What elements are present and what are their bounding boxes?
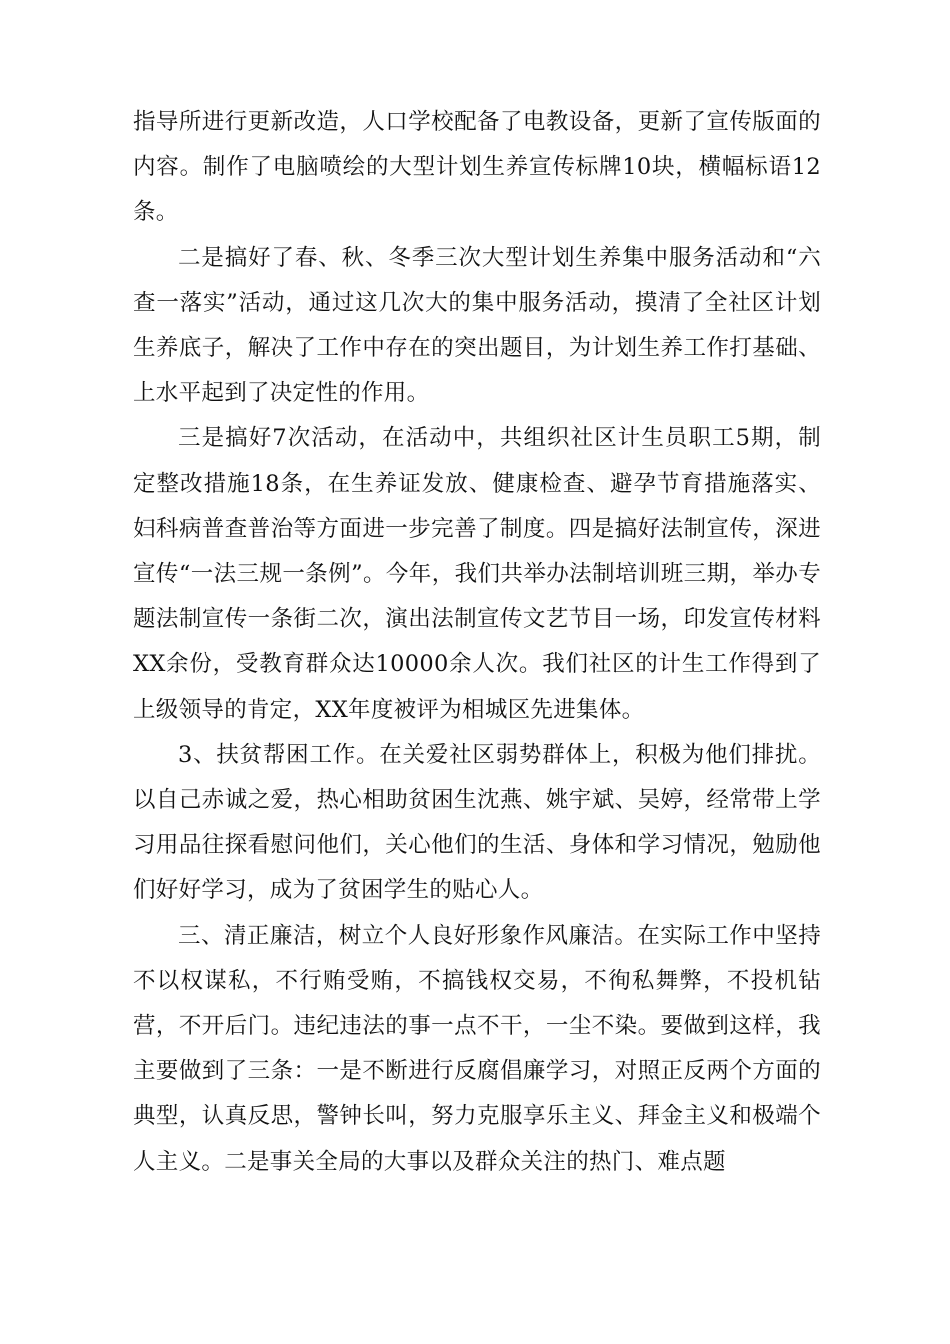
paragraph-1: 指导所进行更新改造，人口学校配备了电教设备，更新了宣传版面的内容。制作了电脑喷绘的大型计划生养宣传标牌10块，横幅标语12条。 <box>133 109 821 226</box>
paragraph-2: 二是搞好了春、秋、冬季三次大型计划生养集中服务活动和“六查一落实”活动，通过这几次大的集中服务活动，摸清了全社区计划生养底子，解决了工作中存在的突出题目，为计划生养工作打基础、上水平起到了决定性的作用。 <box>133 244 821 407</box>
paragraph-4: 3、扶贫帮困工作。在关爱社区弱势群体上，积极为他们排扰。以自己赤诚之爱，热心相助贫困生沈燕、姚宇斌、吴婷，经常带上学习用品往探看慰问他们，关心他们的生活、身体和学习情况，勉励他们好好学习，成为了贫困学生的贴心人。 <box>133 741 821 904</box>
paragraph-3: 三是搞好7次活动，在活动中，共组织社区计生员职工5期，制定整改措施18条，在生养证发放、健康检查、避孕节育措施落实、妇科病普查普治等方面进一步完善了制度。四是搞好法制宣传，深进宣传“一法三规一条例”。今年，我们共举办法制培训班三期，举办专题法制宣传一条街二次，演出法制宣传文艺节目一场，印发宣传材料XX余份，受教育群众达10000余人次。我们社区的计生工作得到了上级领导的肯定，XX年度被评为相城区先进集体。 <box>133 425 821 723</box>
document-body <box>133 100 821 1185</box>
paragraph-5: 三、清正廉洁，树立个人良好形象作风廉洁。在实际工作中坚持不以权谋私，不行贿受贿，不搞钱权交易，不徇私舞弊，不投机钻营，不开后门。违纪违法的事一点不干，一尘不染。要做到这样，我主要做到了三条：一是不断进行反腐倡廉学习，对照正反两个方面的典型，认真反思，警钟长叫，努力克服享乐主义、拜金主义和极端个人主义。二是事关全局的大事以及群众关注的热门、难点题 <box>133 922 821 1175</box>
